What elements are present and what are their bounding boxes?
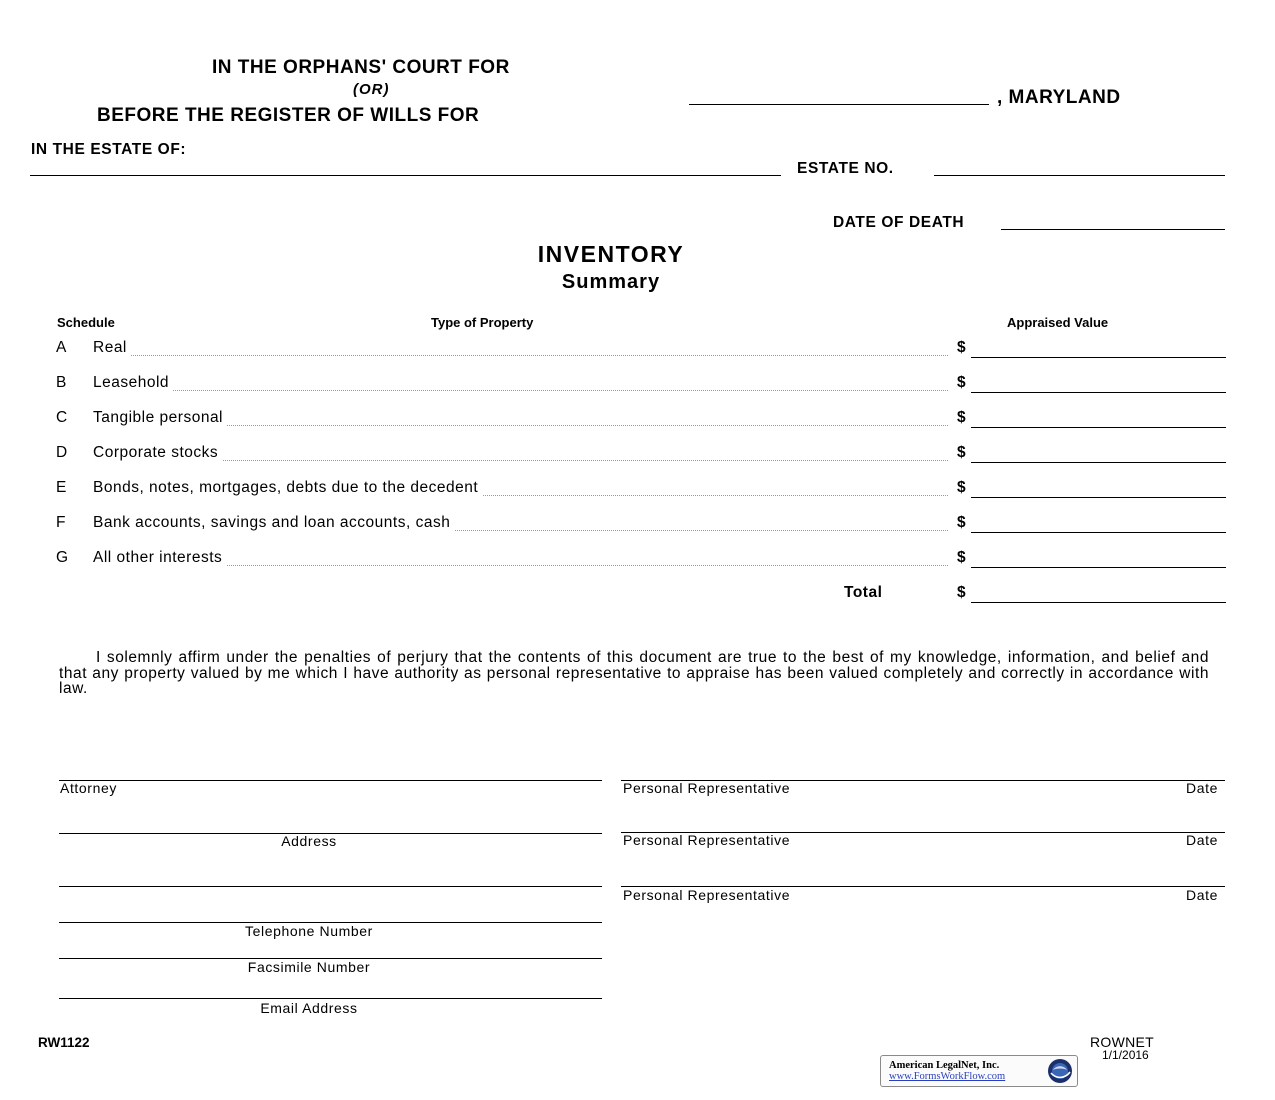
estate-name-line[interactable] xyxy=(30,175,781,176)
schedule-row-g xyxy=(56,549,1226,573)
rep-label-1: Personal Representative xyxy=(623,780,791,796)
form-code: ROWNET xyxy=(1090,1034,1155,1050)
schedule-row-b xyxy=(56,374,1226,398)
county-line[interactable] xyxy=(689,104,989,105)
total-label: Total xyxy=(844,584,883,601)
value-column-header: Appraised Value xyxy=(1007,315,1109,330)
form-id: RW1122 xyxy=(38,1035,90,1050)
schedule-code: G xyxy=(56,549,69,566)
schedule-row-d xyxy=(56,444,1226,468)
estate-no-line[interactable] xyxy=(934,175,1225,176)
schedule-label: Bonds, notes, mortgages, debts due to the decedent xyxy=(93,479,482,497)
schedule-code: E xyxy=(56,479,67,496)
estate-no-label: ESTATE NO. xyxy=(797,160,894,177)
schedule-code: F xyxy=(56,514,66,531)
total-row xyxy=(56,584,1226,608)
telephone-label: Telephone Number xyxy=(245,923,373,939)
maryland-label: , MARYLAND xyxy=(997,87,1121,108)
register-heading: BEFORE THE REGISTER OF WILLS FOR xyxy=(97,105,480,126)
value-line-f[interactable] xyxy=(971,532,1226,533)
dollar-sign: $ xyxy=(957,339,966,356)
type-column-header: Type of Property xyxy=(431,315,534,330)
value-line-g[interactable] xyxy=(971,567,1226,568)
dollar-sign: $ xyxy=(957,584,966,601)
schedule-label: Bank accounts, savings and loan accounts, cash xyxy=(93,514,454,532)
attorney-line[interactable] xyxy=(59,780,602,781)
or-label: (OR) xyxy=(353,81,390,98)
schedule-row-c xyxy=(56,409,1226,433)
page-subtitle: Summary xyxy=(561,271,661,293)
rep-label-2: Personal Representative xyxy=(623,832,791,848)
email-label: Email Address xyxy=(260,1000,358,1016)
rep-date-label-3: Date xyxy=(1186,887,1218,903)
dollar-sign: $ xyxy=(957,514,966,531)
dollar-sign: $ xyxy=(957,549,966,566)
american-legalnet-logo[interactable] xyxy=(880,1055,1078,1087)
total-value-line[interactable] xyxy=(971,602,1226,603)
schedule-row-a xyxy=(56,339,1226,363)
attorney-label: Attorney xyxy=(60,780,117,796)
logo-url-link[interactable]: www.FormsWorkFlow.com xyxy=(889,1071,1006,1082)
dollar-sign: $ xyxy=(957,374,966,391)
logo-company-name: American LegalNet, Inc. xyxy=(889,1060,1000,1071)
address-label: Address xyxy=(281,833,337,849)
date-of-death-label: DATE OF DEATH xyxy=(833,214,965,231)
schedule-code: D xyxy=(56,444,68,461)
form-date: 1/1/2016 xyxy=(1102,1048,1149,1062)
value-line-a[interactable] xyxy=(971,357,1226,358)
dollar-sign: $ xyxy=(957,444,966,461)
schedule-label: Tangible personal xyxy=(93,409,227,427)
globe-icon xyxy=(1047,1058,1073,1084)
schedule-code: A xyxy=(56,339,67,356)
dollar-sign: $ xyxy=(957,479,966,496)
affirmation-text: I solemnly affirm under the penalties of perjury that the contents of this document are true to the best of my knowledge, information, and belief and that any property valued by me which I have authority as personal representative to appraise has been valued completely and correctly in accordance with law. xyxy=(59,649,1209,697)
schedule-row-e xyxy=(56,479,1226,503)
dot-leader xyxy=(93,355,948,356)
schedule-label: All other interests xyxy=(93,549,226,567)
schedule-code: C xyxy=(56,409,68,426)
schedule-label: Corporate stocks xyxy=(93,444,222,462)
value-line-d[interactable] xyxy=(971,462,1226,463)
estate-of-label: IN THE ESTATE OF: xyxy=(31,141,187,158)
rep-date-label-1: Date xyxy=(1186,780,1218,796)
schedule-row-f xyxy=(56,514,1226,538)
date-of-death-line[interactable] xyxy=(1001,229,1225,230)
schedule-column-header: Schedule xyxy=(57,315,115,330)
court-heading: IN THE ORPHANS' COURT FOR xyxy=(212,57,510,78)
schedule-code: B xyxy=(56,374,67,391)
value-line-e[interactable] xyxy=(971,497,1226,498)
dollar-sign: $ xyxy=(957,409,966,426)
value-line-c[interactable] xyxy=(971,427,1226,428)
schedule-label: Leasehold xyxy=(93,374,173,392)
rep-label-3: Personal Representative xyxy=(623,887,791,903)
rep-date-label-2: Date xyxy=(1186,832,1218,848)
address-line-2[interactable] xyxy=(59,886,602,887)
schedule-label: Real xyxy=(93,339,131,357)
email-line[interactable] xyxy=(59,998,602,999)
page-title: INVENTORY xyxy=(537,241,685,267)
dot-leader xyxy=(93,390,948,391)
fax-label: Facsimile Number xyxy=(247,959,371,975)
value-line-b[interactable] xyxy=(971,392,1226,393)
